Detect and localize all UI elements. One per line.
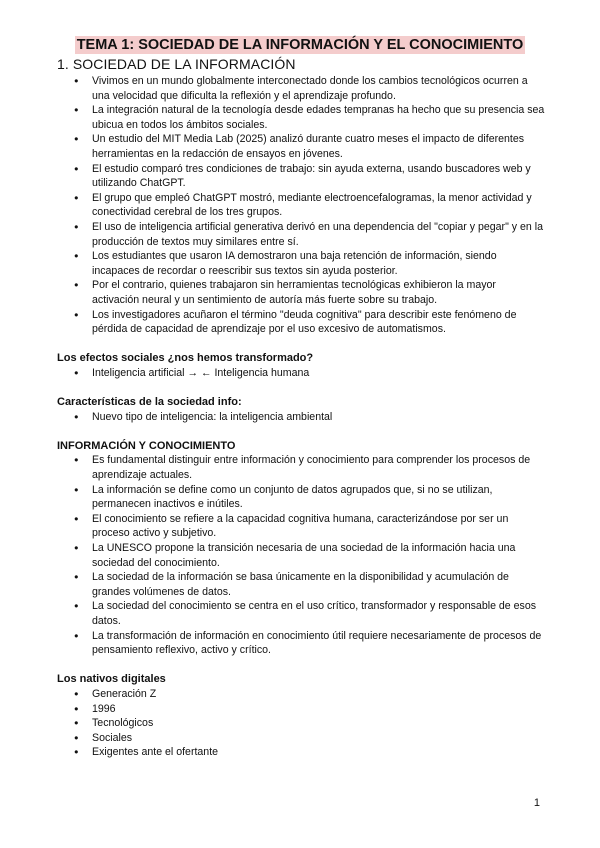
spacer [57,658,545,673]
list-item: ● El estudio comparó tres condiciones de trabajo: sin ayuda externa, usando buscadores web y utilizando ChatGPT. [57,162,545,191]
section-heading-informacion: INFORMACIÓN Y CONOCIMIENTO [57,439,236,452]
list-item: ● La transformación de información en conocimiento útil requiere necesariamente de procesos de pensamiento reflexivo, activo y crítico. [57,629,545,658]
list-item: ● Nuevo tipo de inteligencia: la inteligencia ambiental [57,410,545,425]
spacer [57,380,545,395]
bullet-list-efectos [57,366,545,381]
section-heading-nativos: Los nativos digitales [57,673,166,686]
list-item: ● La UNESCO propone la transición necesaria de una sociedad de la información hacia una sociedad del conocimiento. [57,541,545,570]
list-item: ● Tecnológicos [57,716,545,731]
list-item: ● Sociales [57,731,545,746]
bullet-list-informacion [57,453,545,657]
list-item: ● Inteligencia artificial → ← Inteligencia humana [57,366,545,381]
list-item: ● 1996 [57,702,545,717]
list-item: ● Exigentes ante el ofertante [57,745,545,760]
list-item: ● Los investigadores acuñaron el término "deuda cognitiva" para describir este fenómeno de pérdida de capacidad de aprendizaje por el uso excesivo de automatismos. [57,308,545,337]
list-item: ● El conocimiento se refiere a la capacidad cognitiva humana, caracterizándose por ser un proceso activo y subjetivo. [57,512,545,541]
bullet-list-sociedad [57,74,545,337]
list-item: ● Por el contrario, quienes trabajaron sin herramientas tecnológicas exhibieron la mayor activación neural y un sentimiento de autoría más fuerte sobre su trabajo. [57,278,545,307]
list-item: ● El uso de inteligencia artificial generativa derivó en una dependencia del "copiar y pegar" y en la producción de textos muy similares entre sí. [57,220,545,249]
list-item: ● Generación Z [57,687,545,702]
bullet-list-nativos [57,687,545,760]
page-title: TEMA 1: SOCIEDAD DE LA INFORMACIÓN Y EL CONOCIMIENTO [76,37,524,53]
section-heading-sociedad: 1. SOCIEDAD DE LA INFORMACIÓN [57,56,296,72]
list-item: ● Es fundamental distinguir entre información y conocimiento para comprender los procesos de aprendizaje actuales. [57,453,545,482]
bullet-list-caracteristicas [57,410,545,425]
list-item: ● Los estudiantes que usaron IA demostraron una baja retención de información, siendo incapaces de recordar o reescribir sus textos sin ayuda posterior. [57,249,545,278]
list-item: ● La información se define como un conjunto de datos agrupados que, si no se utilizan, permanecen inactivos e inútiles. [57,483,545,512]
list-item: ● La sociedad de la información se basa únicamente en la disponibilidad y acumulación de grandes volúmenes de datos. [57,570,545,599]
section-heading-caracteristicas: Características de la sociedad info: [57,396,242,409]
section-heading-efectos: Los efectos sociales ¿nos hemos transformado? [57,352,314,365]
title-wrapper [0,36,600,54]
list-item: ● La sociedad del conocimiento se centra en el uso crítico, transformador y responsable de esos datos. [57,599,545,628]
document-body [57,55,545,760]
page-number: 1 [533,797,540,809]
list-item: ● El grupo que empleó ChatGPT mostró, mediante electroencefalogramas, la menor actividad y conectividad cerebral de los tres grupos. [57,191,545,220]
spacer [57,337,545,352]
list-item: ● Vivimos en un mundo globalmente interconectado donde los cambios tecnológicos ocurren a una velocidad que dificulta la reflexión y el aprendizaje profundo. [57,74,545,103]
spacer [57,424,545,439]
list-item: ● Un estudio del MIT Media Lab (2025) analizó durante cuatro meses el impacto de diferentes herramientas en la redacción de ensayos en jóvenes. [57,132,545,161]
list-item: ● La integración natural de la tecnología desde edades tempranas ha hecho que su presencia sea ubicua en todos los ámbitos sociales. [57,103,545,132]
